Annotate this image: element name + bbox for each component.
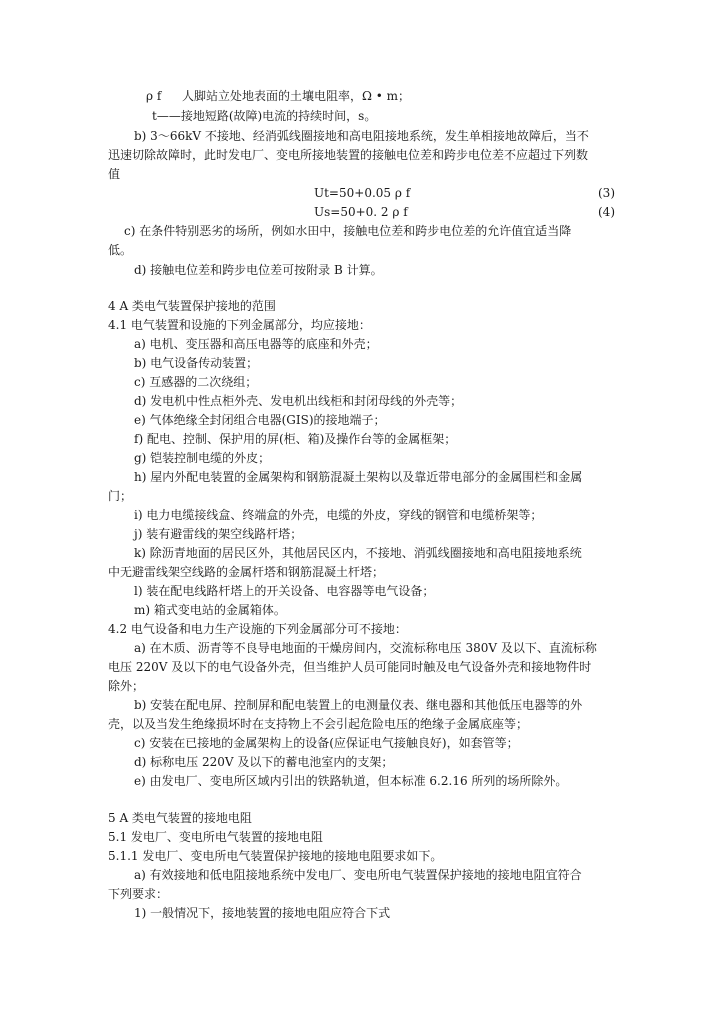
list-item-c2: c) 安装在已接地的金属架构上的设备(应保证电气接触良好)，如套管等； xyxy=(134,736,519,750)
para-a-line1: a) 有效接地和低电阻接地系统中发电厂、变电所电气装置保护接地的接地电阻宜符合 xyxy=(134,868,582,882)
equation-4: Us=50+0. 2 ρ f xyxy=(314,205,408,219)
para-c-line1: c) 在条件特别恶劣的场所，例如水田中，接触电位差和跨步电位差的允许值宜适当降 xyxy=(124,224,572,238)
list-item-l: l) 装在配电线路杆塔上的开关设备、电容器等电气设备； xyxy=(134,584,435,598)
list-item: g) 铠装控制电缆的外皮； xyxy=(134,451,271,465)
list-item-a2-line1: a) 在木质、沥青等不良导电地面的干燥房间内，交流标称电压 380V 及以下、直流标称 xyxy=(134,641,597,655)
clause-4-1: 4.1 电气装置和设施的下列金属部分，均应接地： xyxy=(108,318,371,332)
list-item-a2-line2: 电压 220V 及以下的电气设备外壳，但当维护人员可能同时触及电气设备外壳和接地物件时 xyxy=(108,660,592,674)
list-item-m: m) 箱式变电站的金属箱体。 xyxy=(134,603,286,617)
definition-t: t——接地短路(故障)电流的持续时间，s。 xyxy=(152,109,377,123)
clause-4-2: 4.2 电气设备和电力生产设施的下列金属部分可不接地： xyxy=(108,622,407,636)
list-item-h-line1: h) 屋内外配电装置的金属架构和钢筋混凝土架构以及靠近带电部分的金属围栏和金属 xyxy=(134,470,583,484)
list-item: e) 气体绝缘全封闭组合电器(GIS)的接地端子； xyxy=(134,413,386,427)
para-d: d) 接触电位差和跨步电位差可按附录 B 计算。 xyxy=(134,263,383,277)
list-item-k-line1: k) 除沥青地面的居民区外，其他居民区内，不接地、消弧线圈接地和高电阻接地系统 xyxy=(134,546,582,560)
list-item-e2: e) 由发电厂、变电所区域内引出的铁路轨道，但本标准 6.2.16 所列的场所除外。 xyxy=(134,774,568,788)
equation-3: Ut=50+0.05 ρ f xyxy=(314,186,411,200)
para-b-line1: b) 3～66kV 不接地、经消弧线圈接地和高电阻接地系统，发生单相接地故障后，当不 xyxy=(134,129,589,143)
list-item-h-line2: 门； xyxy=(108,489,133,503)
list-item-i: i) 电力电缆接线盒、终端盒的外壳，电缆的外皮，穿线的钢管和电缆桥架等； xyxy=(134,508,543,522)
list-item-1: 1) 一般情况下，接地装置的接地电阻应符合下式 xyxy=(134,906,391,920)
para-a-line2: 下列要求： xyxy=(108,887,169,901)
list-item: f) 配电、控制、保护用的屏(柜、箱)及操作台等的金属框架； xyxy=(134,432,457,446)
equation-4-number: (4) xyxy=(598,205,615,219)
section-5-title: 5 A 类电气装置的接地电阻 xyxy=(108,811,252,825)
clause-5-1: 5.1 发电厂、变电所电气装置的接地电阻 xyxy=(108,830,323,844)
para-b-line3: 值 xyxy=(108,167,121,181)
para-b-line2: 迅速切除故障时，此时发电厂、变电所接地装置的接触电位差和跨步电位差不应超过下列数 xyxy=(108,148,589,162)
symbol-rho-f: ρ f xyxy=(146,89,162,103)
list-item: a) 电机、变压器和高压电器等的底座和外壳； xyxy=(134,337,378,351)
list-item-a2-line3: 除外； xyxy=(108,679,145,693)
clause-5-1-1: 5.1.1 发电厂、变电所电气装置保护接地的接地电阻要求如下。 xyxy=(108,849,443,863)
list-item-j: j) 装有避雷线的架空线路杆塔； xyxy=(134,527,303,541)
definition-rho-f: 人脚站立处地表面的土壤电阻率，Ω • m； xyxy=(182,89,411,103)
section-4-title: 4 A 类电气装置保护接地的范围 xyxy=(108,299,276,313)
list-item: d) 发电机中性点柜外壳、发电机出线柜和封闭母线的外壳等； xyxy=(134,394,463,408)
list-item-d2: d) 标称电压 220V 及以下的蓄电池室内的支架； xyxy=(134,755,394,769)
equation-3-number: (3) xyxy=(598,186,615,200)
para-c-line2: 低。 xyxy=(108,243,133,257)
list-item-k-line2: 中无避雷线架空线路的金属杆塔和钢筋混凝土杆塔； xyxy=(108,565,385,579)
list-item: b) 电气设备传动装置； xyxy=(134,356,259,370)
list-item-b2-line1: b) 安装在配电屏、控制屏和配电装置上的电测量仪表、继电器和其他低压电器等的外 xyxy=(134,698,583,712)
list-item-b2-line2: 壳，以及当发生绝缘损坏时在支持物上不会引起危险电压的绝缘子金属底座等； xyxy=(108,717,529,731)
list-item: c) 互感器的二次绕组； xyxy=(134,375,258,389)
